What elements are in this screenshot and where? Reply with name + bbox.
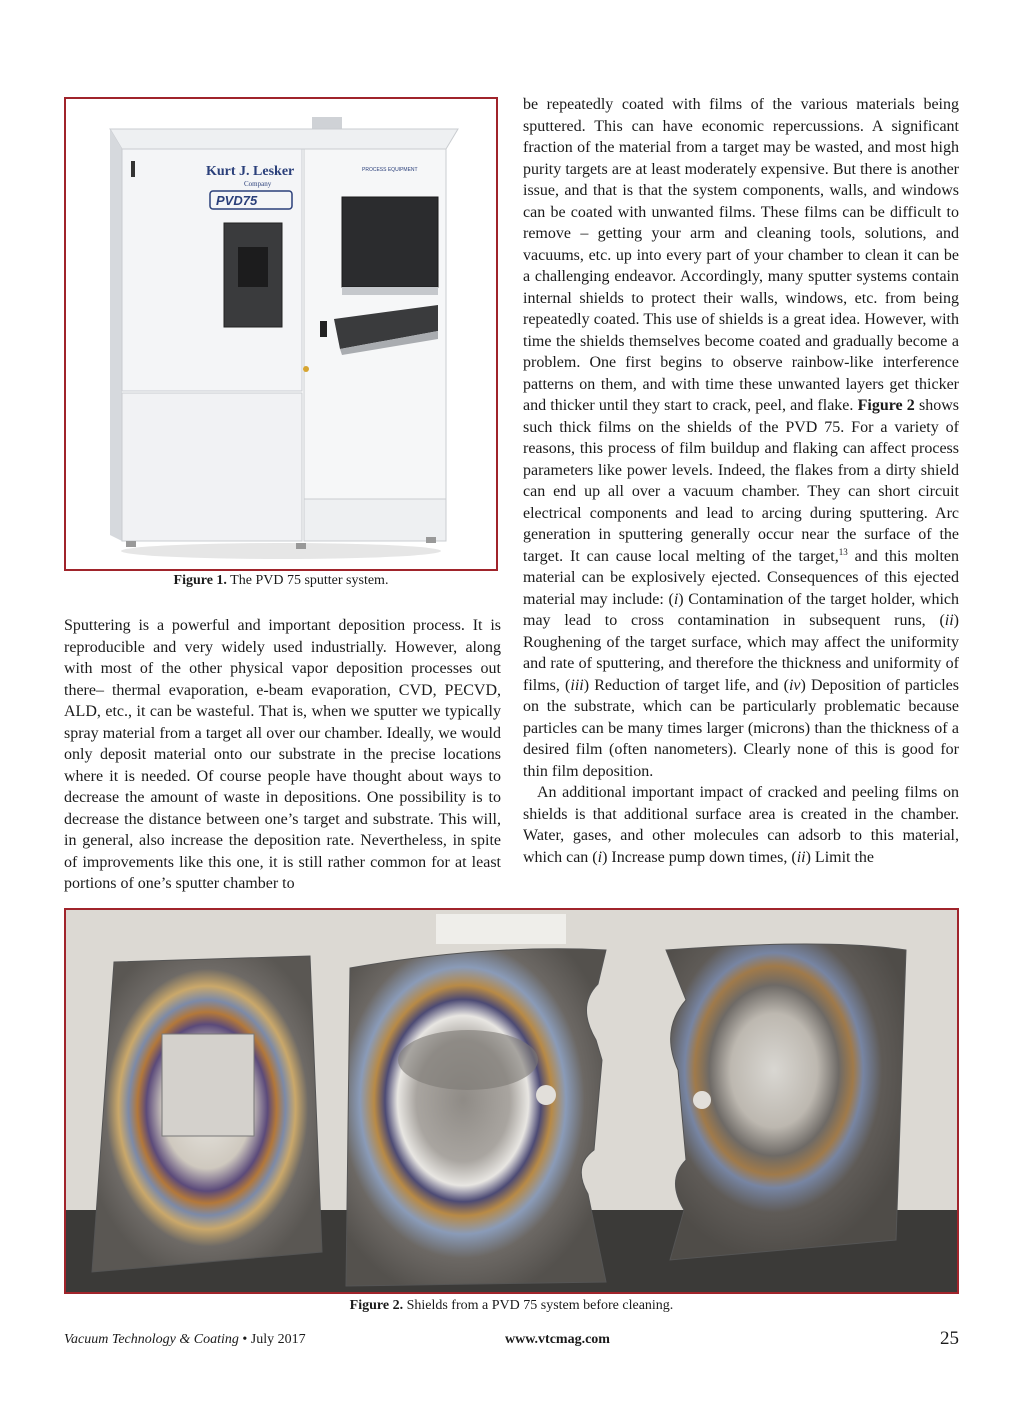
coated-shields-photo (66, 910, 957, 1292)
text-run: ) Limit the (805, 848, 875, 866)
text-run: ) Contamination of the target holder, which may lead to cross contamination in subsequent runs, ( (523, 590, 959, 629)
figure-1-image (64, 97, 498, 571)
figure-2-label: Figure 2. (349, 1298, 404, 1313)
right-paragraph-2 (523, 782, 959, 868)
list-marker-i: i (673, 590, 679, 608)
list-marker-ii: ii (796, 848, 806, 866)
right-column-text (523, 94, 959, 868)
figure-2-reference: Figure 2 (857, 397, 915, 414)
footer-url-link[interactable]: www.vtcmag.com (505, 1332, 610, 1347)
text-run: An additional important impact of cracked and peeling films on shields is that additional surface area is created in the chamber. Water, gases, and other molecules can adsorb to this material, which can ( (523, 784, 959, 866)
footer-journal (64, 1331, 306, 1349)
list-marker-iv: iv (788, 676, 801, 694)
logo-sub: Company (244, 180, 272, 188)
list-marker-ii: ii (944, 612, 954, 629)
figure-1-caption (64, 572, 498, 590)
left-paragraph-1: Sputtering is a powerful and important deposition process. It is reproducible and very widely used industrially. However, along with most of the other physical vapor deposition processes out there– thermal evaporation, e-beam evaporation, CVD, PECVD, ALD, etc., it can be wasteful. That is, when we sputter we typically spray material from a target all over our chamber. Ideally, we would only deposit material onto our substrate in the precise locations where it is needed. Of course people have thought about ways to decrease the amount of waste in depositions. One possibility is to decrease the distance between one’s target and substrate. This will, in general, also increase the deposition rate. Nevertheless, in spite of improvements like this one, it is still rather common for at least portions of one’s sputter chamber to (64, 617, 501, 892)
journal-name: Vacuum Technology & Coating (64, 1332, 239, 1347)
text-run: ) Deposition of particles on the substrate, which can be particularly problematic because particles can be many times larger (microns) than the thickness of a desired film (often nanometers). Clearly none of this is good for thin film deposition. (523, 676, 960, 780)
issue-date: July 2017 (250, 1332, 306, 1347)
text-run: shows such thick films on the shields of the PVD 75. For a variety of reasons, this process of film buildup and flaking can affect process parameters like power levels. Indeed, the flakes from a dirty shield can end up all over a vacuum chamber. They can short circuit electrical components and lead to arcing during sputtering. Arc generation in sputtering generally occur near the surface of the target. It can cause local melting of the target, (523, 397, 960, 565)
right-paragraph-1 (523, 94, 959, 782)
list-marker-i: i (597, 848, 603, 866)
text-run: ) Increase pump down times, ( (602, 848, 797, 866)
left-column-text (64, 615, 501, 895)
figure-2-image (64, 908, 959, 1294)
figure-2-caption (64, 1297, 959, 1315)
model-text: PVD75 (216, 193, 258, 208)
panel-text: PROCESS EQUIPMENT (362, 167, 418, 173)
text-run: and this molten material can be explosively ejected. Consequences of this ejected material may include: ( (523, 547, 960, 608)
text-run: ) Roughening of the target surface, which may affect the uniformity and rate of sputtering, and therefore the thickness and uniformity of films, ( (523, 612, 959, 694)
page-number: 25 (940, 1328, 959, 1349)
figure-1-caption-text: The PVD 75 sputter system. (226, 573, 389, 588)
citation-13: 13 (838, 546, 848, 557)
figure-2-caption-text: Shields from a PVD 75 system before cleaning. (403, 1298, 674, 1313)
list-marker-iii: iii (570, 676, 584, 694)
footer-separator: • (238, 1332, 251, 1347)
figure-1-label: Figure 1. (173, 573, 227, 588)
logo-text: Kurt J. Lesker (206, 164, 295, 179)
text-run: be repeatedly coated with films of the various materials being sputtered. This can have economic repercussions. A significant fraction of the material from a target may be wasted, and most high purity targets are at least moderately expensive. But there is another issue, and that is that the system components, walls, and windows can be coated with unwanted films. These films can be difficult to remove – getting your arm and cleaning tools, solutions, and vacuums, etc. up into every part of your chamber to clean it can be a challenging endeavor. Accordingly, many sputter systems contain internal shields to protect their walls, windows, etc. from being repeatedly coated. This use of shields is a great idea. However, with time the shields themselves become coated and gradually become a problem. One first begins to observe rainbow-like interference patterns on them, and with time these unwanted layers get thicker and thicker until they start to crack, peel, and flake. (523, 96, 959, 414)
text-run: ) Reduction of target life, and ( (583, 676, 789, 694)
pvd75-sputter-system-illustration (66, 99, 496, 569)
